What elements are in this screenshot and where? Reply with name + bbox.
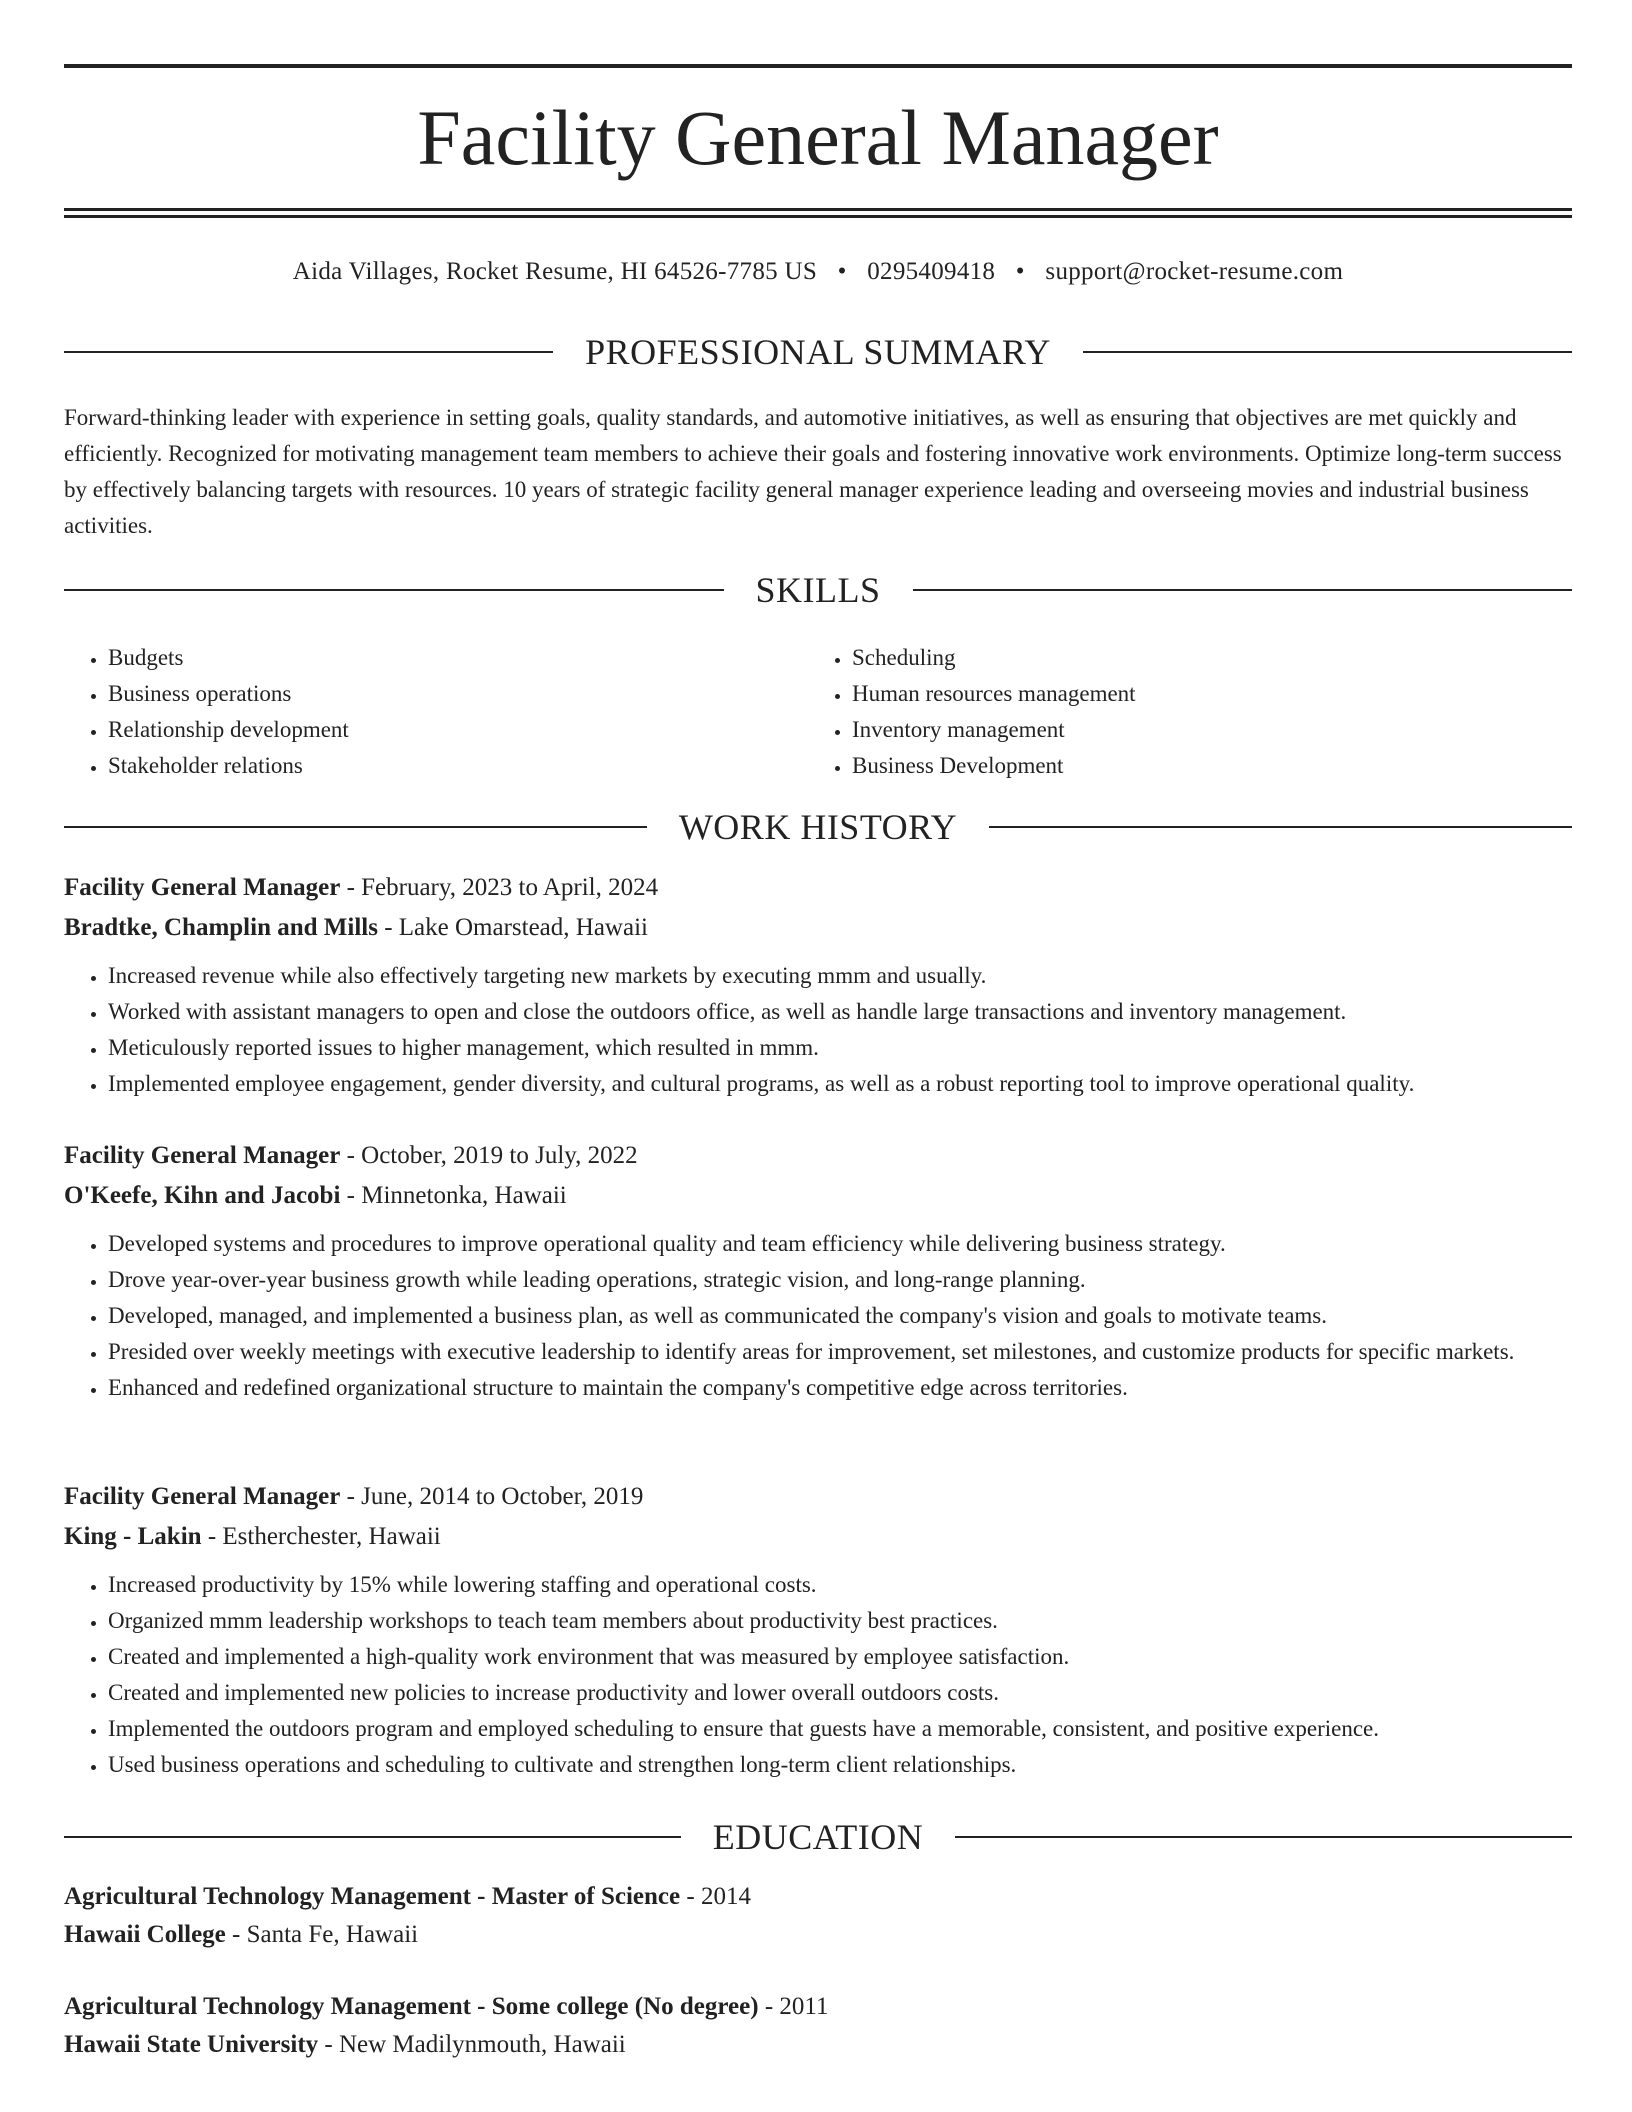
section-rule bbox=[913, 589, 1573, 591]
job-role: Facility General Manager bbox=[64, 1142, 341, 1169]
resume-title: Facility General Manager bbox=[417, 94, 1219, 181]
list-item: • Created and implemented a high-quality work environment that was measured by employee satisfaction. bbox=[108, 1639, 1572, 1675]
section-header-summary bbox=[64, 330, 1572, 374]
job-location: - Lake Omarstead, Hawaii bbox=[377, 914, 648, 941]
section-rule bbox=[989, 826, 1572, 828]
education-location: - Santa Fe, Hawaii bbox=[225, 1921, 419, 1948]
job-dates: - June, 2014 to October, 2019 bbox=[340, 1483, 644, 1510]
section-rule bbox=[1083, 351, 1572, 353]
section-header-skills bbox=[64, 568, 1572, 612]
job-company-line bbox=[64, 1517, 1572, 1557]
list-item: • Enhanced and redefined organizational structure to maintain the company's competitive edge across territories. bbox=[108, 1370, 1572, 1406]
education-degree: Agricultural Technology Management - Some college (No degree) bbox=[64, 1993, 759, 2020]
summary-text: Forward-thinking leader with experience in setting goals, quality standards, and automotive initiatives, as well as ensuring that objectives are met quickly and efficiently. Recognized for motivating management team members to achieve their goals and fostering innovative work environments. Optimize long-term success by effectively balancing targets with resources. 10 years of strategic facility general manager experience leading and overseeing movies and industrial business activities. bbox=[64, 405, 1562, 538]
list-item: • Increased productivity by 15% while lowering staffing and operational costs. bbox=[108, 1567, 1572, 1603]
list-item: • Drove year-over-year business growth while leading operations, strategic vision, and long-range planning. bbox=[108, 1262, 1572, 1298]
education-degree-line bbox=[64, 1878, 1572, 1916]
contact-line bbox=[64, 256, 1572, 288]
education-school-line bbox=[64, 2026, 1572, 2064]
section-header-education bbox=[64, 1815, 1572, 1859]
skill-item: • Inventory management bbox=[852, 712, 1508, 748]
skill-item: • Business Development bbox=[852, 748, 1508, 784]
job-company-line bbox=[64, 1176, 1572, 1216]
top-rule bbox=[64, 64, 1572, 68]
job-bullets bbox=[64, 1226, 1572, 1406]
education-degree-line bbox=[64, 1988, 1572, 2026]
skill-item: • Stakeholder relations bbox=[108, 748, 764, 784]
list-item: • Presided over weekly meetings with executive leadership to identify areas for improvement, set milestones, and customize products for specific markets. bbox=[108, 1334, 1572, 1370]
job-entry bbox=[64, 868, 1572, 1102]
section-rule bbox=[64, 351, 553, 353]
skill-item: • Budgets bbox=[108, 640, 764, 676]
job-bullets bbox=[64, 958, 1572, 1102]
skills-column-left bbox=[64, 640, 764, 784]
education-school-line bbox=[64, 1916, 1572, 1954]
list-item: • Organized mmm leadership workshops to teach team members about productivity best practices. bbox=[108, 1603, 1572, 1639]
job-role: Facility General Manager bbox=[64, 1483, 341, 1510]
education-location: - New Madilynmouth, Hawaii bbox=[318, 2031, 626, 2058]
education-school: Hawaii State University bbox=[64, 2031, 319, 2058]
education-entry bbox=[64, 1878, 1572, 1954]
skill-item: • Business operations bbox=[108, 676, 764, 712]
education-degree: Agricultural Technology Management - Master of Science bbox=[64, 1883, 681, 1910]
job-title-line bbox=[64, 868, 1572, 908]
job-entry bbox=[64, 1477, 1572, 1783]
section-rule bbox=[64, 589, 724, 591]
skill-item: • Human resources management bbox=[852, 676, 1508, 712]
list-item: • Created and implemented new policies to increase productivity and lower overall outdoors costs. bbox=[108, 1675, 1572, 1711]
section-title: WORK HISTORY bbox=[678, 807, 958, 847]
job-role: Facility General Manager bbox=[64, 874, 341, 901]
job-title-line bbox=[64, 1477, 1572, 1517]
section-rule bbox=[64, 826, 647, 828]
list-item: • Implemented employee engagement, gender diversity, and cultural programs, as well as a robust reporting tool to improve operational quality. bbox=[108, 1066, 1572, 1102]
section-title: EDUCATION bbox=[712, 1817, 924, 1857]
job-dates: - October, 2019 to July, 2022 bbox=[340, 1142, 638, 1169]
education-year: - 2011 bbox=[758, 1993, 829, 2020]
list-item: • Worked with assistant managers to open and close the outdoors office, as well as handle large transactions and inventory management. bbox=[108, 994, 1572, 1030]
job-company: King - Lakin bbox=[64, 1523, 202, 1550]
section-title: PROFESSIONAL SUMMARY bbox=[585, 332, 1051, 372]
list-item: • Increased revenue while also effectively targeting new markets by executing mmm and usually. bbox=[108, 958, 1572, 994]
job-company: O'Keefe, Kihn and Jacobi bbox=[64, 1182, 341, 1209]
section-title: SKILLS bbox=[755, 570, 881, 610]
list-item: • Implemented the outdoors program and employed scheduling to ensure that guests have a memorable, consistent, and positive experience. bbox=[108, 1711, 1572, 1747]
skill-item: • Relationship development bbox=[108, 712, 764, 748]
title-double-rule bbox=[64, 208, 1572, 218]
list-item: • Meticulously reported issues to higher management, which resulted in mmm. bbox=[108, 1030, 1572, 1066]
section-rule bbox=[64, 1836, 681, 1838]
job-location: - Minnetonka, Hawaii bbox=[340, 1182, 567, 1209]
job-title-line bbox=[64, 1136, 1572, 1176]
job-entry bbox=[64, 1136, 1572, 1406]
list-item: • Used business operations and scheduling to cultivate and strengthen long-term client relationships. bbox=[108, 1747, 1572, 1783]
skills-column-right bbox=[808, 640, 1508, 784]
education-year: - 2014 bbox=[680, 1883, 751, 1910]
education-entry bbox=[64, 1988, 1572, 2064]
skills-list bbox=[808, 640, 1508, 784]
job-company-line bbox=[64, 908, 1572, 948]
skills-list bbox=[64, 640, 764, 784]
skill-item: • Scheduling bbox=[852, 640, 1508, 676]
contact-phone: 0295409418 bbox=[867, 258, 996, 285]
job-dates: - February, 2023 to April, 2024 bbox=[340, 874, 659, 901]
contact-address: Aida Villages, Rocket Resume, HI 64526-7785 US bbox=[292, 258, 818, 285]
job-company: Bradtke, Champlin and Mills bbox=[64, 914, 378, 941]
list-item: • Developed, managed, and implemented a business plan, as well as communicated the company's vision and goals to motivate teams. bbox=[108, 1298, 1572, 1334]
section-rule bbox=[955, 1836, 1572, 1838]
job-bullets bbox=[64, 1567, 1572, 1783]
list-item: • Developed systems and procedures to improve operational quality and team efficiency while delivering business strategy. bbox=[108, 1226, 1572, 1262]
section-header-work-history bbox=[64, 805, 1572, 849]
contact-separator: • bbox=[1015, 258, 1025, 285]
job-location: - Estherchester, Hawaii bbox=[201, 1523, 441, 1550]
education-school: Hawaii College bbox=[64, 1921, 226, 1948]
contact-separator: • bbox=[837, 258, 847, 285]
contact-email: support@rocket-resume.com bbox=[1045, 258, 1344, 285]
